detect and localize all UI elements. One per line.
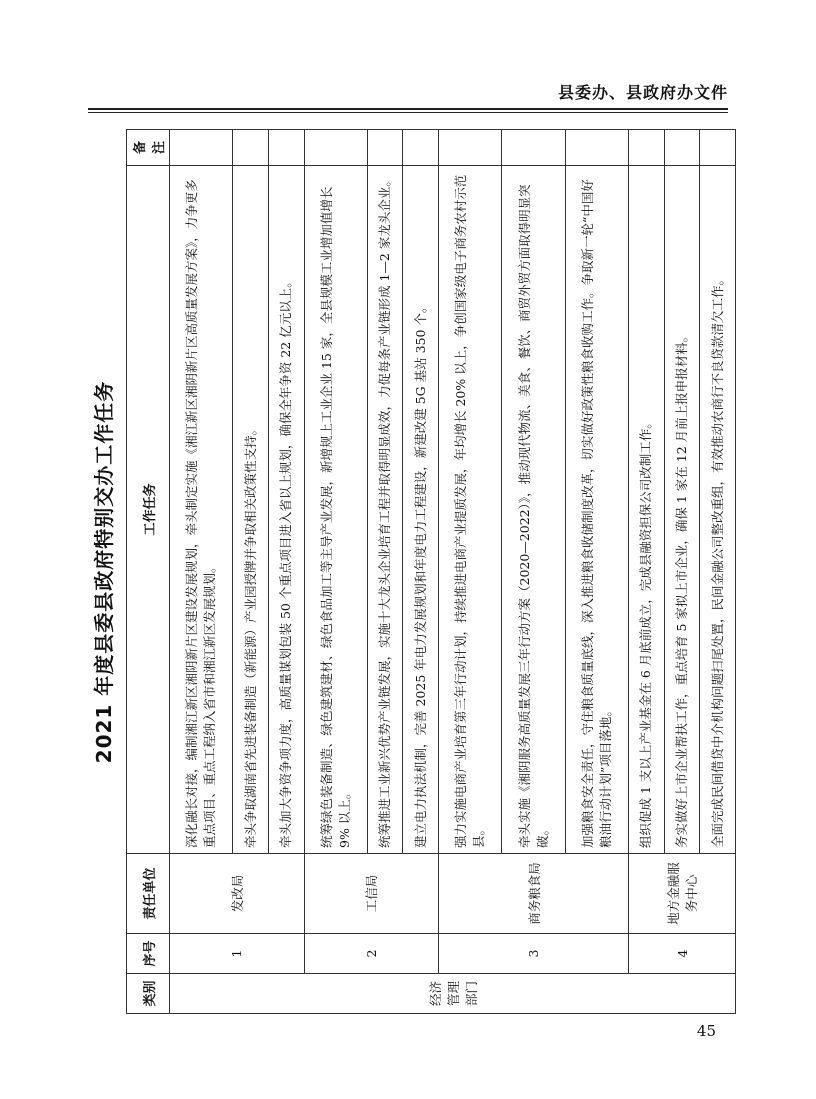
responsible-unit: 发改局: [170, 854, 305, 934]
col-header-category: 类别: [127, 974, 170, 1014]
remark-cell: [439, 130, 502, 166]
task-table: [126, 129, 736, 1014]
remark-cell: [664, 130, 700, 166]
task-cell: 务实做好上市企业帮扶工作，重点培育 5 家拟上市企业，确保 1 家在 12 月前上报申报材料。: [664, 166, 700, 854]
row-number: 4: [629, 934, 736, 974]
table-row: [629, 130, 665, 1014]
responsible-unit: 商务粮食局: [439, 854, 629, 934]
header-rule-thin: [88, 112, 728, 113]
col-header-remark: 备注: [127, 130, 170, 166]
task-cell: 牵头争取湖南省先进装备制造（新能源）产业园授牌并争取相关政策性支持。: [233, 166, 269, 854]
row-number: 2: [304, 934, 439, 974]
header-title: 县委办、县政府办文件: [557, 83, 728, 102]
remark-cell: [403, 130, 439, 166]
task-cell: 统筹绿色装备制造、绿色建筑建材、绿色食品加工等主导产业发展，新增规上工业企业 15 家，全县规模工业增加值增长 9% 以上。: [304, 166, 367, 854]
remark-cell: [700, 130, 736, 166]
task-cell: 深化融长对接，编制湘江新区湘阴新片区建设发展规划，牵头制定实施《湘江新区湘阴新片区高质量发展方案》，力争更多重点项目、重点工程纳入省市和湘江新区发展规划。: [170, 166, 233, 854]
task-cell: 牵头实施《湘阴服务高质量发展三年行动方案（2020—2022）》，推动现代物流、美食、餐饮、商贸外贸方面取得明显突破。: [502, 166, 565, 854]
task-cell: 建立电力执法机制，完善 2025 年电力发展规划和年度电力工程建设，新建改建 5G 基站 350 个。: [403, 166, 439, 854]
task-cell: 加强粮食安全责任，守住粮食质量底线，深入推进粮食收储制度改革，切实做好政策性粮食收购工作。争取新一轮“中国好粮油行动计划”项目落地。: [565, 166, 628, 854]
remark-cell: [170, 130, 233, 166]
remark-cell: [233, 130, 269, 166]
task-cell: 组织促成 1 支以上产业基金在 6 月底前成立，完成县融资担保公司改制工作。: [629, 166, 665, 854]
remark-cell: [304, 130, 367, 166]
table-row: [439, 130, 502, 1014]
remark-cell: [268, 130, 304, 166]
document-title: 2021 年度县委县政府特别交办工作任务: [92, 380, 116, 764]
category-cell: 经济管理部门: [170, 974, 736, 1014]
responsible-unit: 工信局: [304, 854, 439, 934]
col-header-number: 序号: [127, 934, 170, 974]
col-header-task: 工作任务: [127, 166, 170, 854]
page-number: 45: [696, 1022, 716, 1040]
task-cell: 牵头加大争资争项力度，高质量谋划包装 50 个重点项目进入省以上规划，确保全年争资 22 亿元以上。: [268, 166, 304, 854]
table-row: [304, 130, 367, 1014]
responsible-unit: 地方金融服务中心: [629, 854, 736, 934]
remark-cell: [565, 130, 628, 166]
col-header-unit: 责任单位: [127, 854, 170, 934]
row-number: 1: [170, 934, 305, 974]
row-number: 3: [439, 934, 629, 974]
task-cell: 统筹推进工业新兴优势产业链发展，实施十大龙头企业培育工程并取得明显成效，力促每条产业链形成 1—2 家龙头企业。: [367, 166, 403, 854]
remark-cell: [367, 130, 403, 166]
task-cell: 全面完成民间借贷中介机构问题扫尾处置，民间金融公司整改重组，有效推动农商行不良贷款清欠工作。: [700, 166, 736, 854]
rotated-page-content: [76, 130, 740, 1014]
task-cell: 强力实施电商产业培育第三年行动计划，持续推进电商产业提质发展，年均增长 20% 以上，争创国家级电子商务农村示范县。: [439, 166, 502, 854]
remark-cell: [502, 130, 565, 166]
table-row: [170, 130, 233, 1014]
remark-cell: [629, 130, 665, 166]
table-header-row: [127, 130, 170, 1014]
header-rule: [88, 108, 728, 110]
